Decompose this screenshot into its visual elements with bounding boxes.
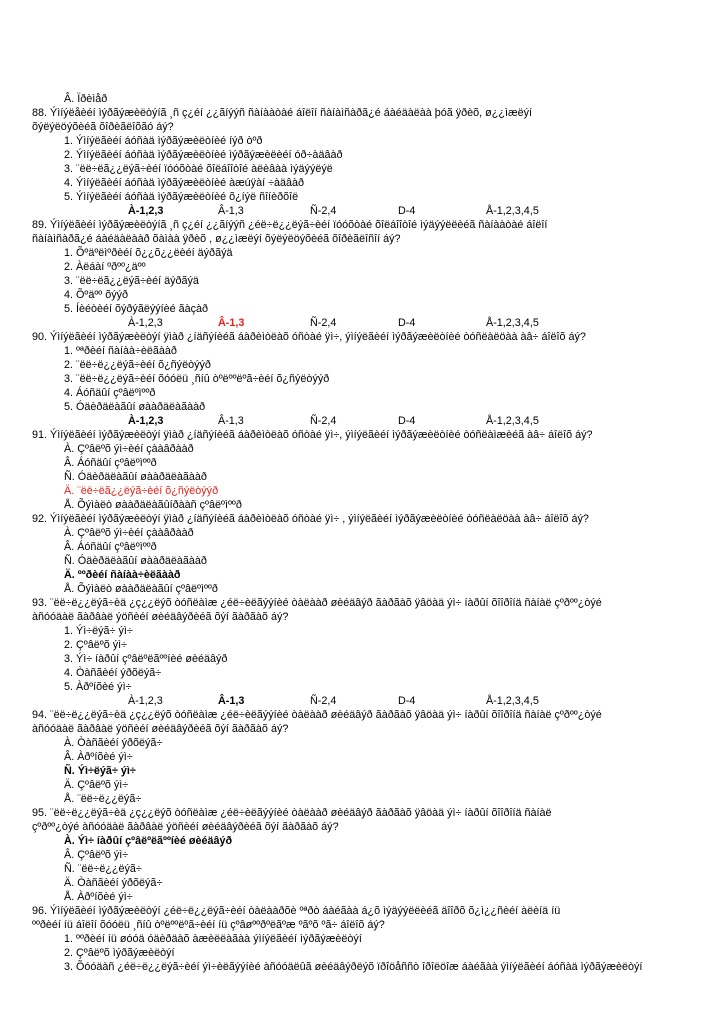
q96-option-3: 3. Õóóäàñ ¿éë÷ë¿¿ëýã÷èéí ýì÷èëãýýíèé àñóóäëûã øèéäâýðëýõ ïðîöåññò îðîëöîæ áàéãàà ýìíýëãèéí áóñàä ìýðãýæèëòýí [64, 961, 643, 973]
question-96-text-cont: ººðèéí íü áîëîí õóóëü ¸ñíû òºëººëºã÷èéí íü çºâøººðºëãºæ ºãºõ ºã÷ áîëîõ áý? [32, 919, 385, 931]
q93-answer-e: Å-1,2,3,4,5 [486, 695, 539, 707]
q90-answer-a: À-1,2,3 [128, 415, 164, 427]
question-94-text: 94. ¨ëë÷ë¿¿ëýã÷èä ¿ç¿¿ëýõ òóñëàìæ ¿éë÷èëãýýíèé òàëààð øèéäâýð ãàðãàõ ÿâöàä ýì÷ íàðûí õîîðîíä ñàíàë çºðºº¿òýé [32, 709, 602, 721]
q89-option-3: 3. ¨ëë÷ëã¿¿ëýã÷èéí äýðãýä [64, 275, 199, 287]
question-92-text: 92. Ýìíýëãèéí ìýðãýæèëòýí ÿìàð ¿íäñýíèéã áàðèìòëàõ óñòàé ÿì÷ , ýìíýëãèéí ìýðãýæèëòíèé òóñëàëöàà àâ÷ áîëîõ áý? [32, 513, 589, 525]
q89-answer-a: À-1,2,3 [128, 317, 163, 329]
q90-option-4: 4. Áóñäûí çºâëºìººð [64, 387, 156, 399]
q90-option-3: 3. ¨ëë÷ë¿¿ëýã÷èéí õóóëü ¸ñíû òºëººëºã÷èéí õ¿ñýëòýýð [64, 373, 330, 385]
q88-option-5: 5. Ýìíýëãèéí áóñàä ìýðãýæèëòíèé õ¿íýë ñîíèðõîë [64, 191, 299, 203]
q94-option-e: Å. ¨ëë÷ë¿¿ëýã÷ [64, 793, 142, 805]
q88-answer-d: D-4 [398, 205, 416, 217]
q95-option-c: Ñ. ¨ëë÷ë¿¿ëýã÷ [64, 863, 142, 875]
q95-option-b: Â. Çºâëºõ ýì÷ [64, 849, 129, 861]
q95-option-a-correct: À. Ýì÷ íàðûí çºâëºëãººíèé øèéäâýð [64, 835, 233, 847]
q93-answer-d: D-4 [398, 695, 416, 707]
question-95-text-cont: çºðºº¿òýé àñóóäàë ãàðâàë ýöñèéí øèéäâýðèéã õýí ãàðãàõ áý? [32, 821, 339, 833]
q94-option-b: Â. Àðºíõèé ýì÷ [64, 751, 133, 763]
q89-option-5: 5. Íèéòèéí õýðýãëýýíèé ãàçàð [64, 303, 209, 315]
q92-option-d-correct: Ä. ººðèéí ñàíàà÷èëãààð [64, 569, 181, 581]
question-89-text-cont: ñàíàìñàðã¿é áàéäàëààð õàìàà ÿðèõ , ø¿¿ìæëýí õýëýëöýõèéã õîðèãëîñîí áý? [32, 233, 401, 245]
q92-option-e: Å. Õýìàëò øààðäëàãûí çºâëºìººð [64, 583, 218, 595]
question-89-text: 89. Ýìíýëãèéí ìýðãýæèëòýíã ¸ñ ç¿éí ¿¿ãíýýñ ¿éë÷ë¿¿ëýã÷èéí ïóóõòàé õîëáîîòîé ìýäýýëëèéã ñàíààòàé áîëîí [32, 219, 548, 231]
q89-answer-b: Â-1,3 [218, 317, 245, 329]
question-96-text: 96. Ýìíýëãèéí ìýðãýæèëòýí ¿éë÷ë¿¿ëýã÷èéí òàëààðõè ºªðò áàéãàà á¿õ ìýäýýëëèéã äîîðõ õ¿ì¿¿ñèéí àëèíä íü [32, 905, 561, 917]
q90-answer-b: Â-1,3 [218, 415, 244, 427]
q90-option-2: 2. ¨ëë÷ë¿¿ëýã÷èéí õ¿ñýëòýýð [64, 359, 211, 371]
q88-option-3: 3. ¨ëë÷ëã¿¿ëýã÷èéí ïóóõòàé õîëáîîòîé àëèâàà ìýäýýëýë [64, 163, 333, 175]
q93-answer-a: À-1,2,3 [128, 695, 163, 707]
q90-option-1: 1. ºªðèéí ñàíàà÷èëãààð [64, 345, 177, 357]
question-90-text: 90. Ýìíýëãèéí ìýðãýæèëòýí ÿìàð ¿íäñýíèéã áàðèìòëàõ óñòàé ÿì÷, ýìíýëãèéí ìýðãýæèëòíèé òóñëàëöàà àâ÷ áîëîõ áý? [32, 331, 586, 343]
q91-option-d-correct: Ä. ¨ëë÷ëã¿¿ëýã÷èéí õ¿ñýëòýýð [64, 485, 219, 497]
q90-answer-c: Ñ-2,4 [310, 415, 337, 427]
q93-answer-c: Ñ-2,4 [310, 695, 337, 707]
q95-option-d: Ä. Òàñãèéí ýðõëýã÷ [64, 877, 163, 889]
q88-option-1: 1. Ýìíýëãèéí áóñàä ìýðãýæèëòíèé íýð òºð [64, 135, 263, 147]
question-94-text-cont: àñóóäàë ãàðâàë ýöñèéí øèéäâýðèéã õýí ãàðãàõ áý? [32, 723, 289, 735]
q89-option-2: 2. Àëáàí ºðºº¿äºº [64, 261, 146, 273]
q91-option-b: Â. Áóñäûí çºâëºìººð [64, 457, 157, 469]
q93-answer-b: Â-1,3 [218, 695, 245, 707]
question-88-text-cont: õýëýëöýõèéã õîðèãëîõãó áý? [32, 121, 174, 133]
q90-answer-e: Å-1,2,3,4,5 [486, 415, 539, 427]
q89-answer-d: D-4 [398, 317, 416, 329]
question-93-text: 93. ¨ëë÷ë¿¿ëýã÷èä ¿ç¿¿ëýõ òóñëàìæ ¿éë÷èëãýýíèé òàëààð øèéäâýð ãàðãàõ ÿâöàä ýì÷ íàðûí õîîðîíä ñàíàë çºðºº¿òýé [32, 597, 602, 609]
q88-answer-b: Â-1,3 [218, 205, 244, 217]
q92-option-b: Â. Áóñäûí çºâëºìººð [64, 541, 157, 553]
q89-option-1: 1. Õºäºëìºðèéí õ¿¿õ¿¿ëèéí äýðãýä [64, 247, 233, 259]
q89-answer-e: Å-1,2,3,4,5 [486, 317, 539, 329]
q93-option-4: 4. Òàñãèéí ýðõëýã÷ [64, 667, 162, 679]
q96-option-2: 2. Çºâëºõ ìýðãýæèëòýí [64, 947, 175, 959]
q94-option-a: À. Òàñãèéí ýðõëýã÷ [64, 737, 163, 749]
question-88-text: 88. Ýìíýëåèéí ìýðãýæèëòýíã ¸ñ ç¿éí ¿¿ãíýýñ ñàíààòàé áîëîí ñàíàìñàðã¿é áàéäàëàà þóã ÿðèõ, ø¿¿ìæëýí [32, 107, 532, 119]
q93-option-2: 2. Çºâëºõ ýì÷ [64, 639, 128, 651]
q96-option-1: 1. ººðèéí íü øóóä óäèðäàõ àæèëëàãàà ýìíýëãèéí ìýðãýæèëòýí [64, 933, 362, 945]
q88-option-4: 4. Ýìíýëãèéí áóñàä ìýðãýæèëòíèé àæúÿàí ÷àäâàð [64, 177, 305, 189]
q93-option-1: 1. Ýì÷ëýã÷ ýì÷ [64, 625, 133, 637]
q92-option-a: À. Çºâëºõ ýì÷èéí çààâðààð [64, 527, 194, 539]
q88-option-2: 2. Ýìíýëãèéí áóñàä ìýðãýæèëòíèé ìýðãýæèëèéí óð÷àäâàð [64, 149, 343, 161]
q90-answer-d: D-4 [398, 415, 416, 427]
q91-option-e: Å. Õýìàëò øààðäëàãûíðààñ çºâëºìººð [64, 499, 242, 511]
q88-answer-a: À-1,2,3 [128, 205, 164, 217]
q93-option-5: 5. Àðºíõèé ýì÷ [64, 681, 132, 693]
q92-option-c: Ñ. Óäèðäëàãûí øààðäëàãààð [64, 555, 207, 567]
q95-option-e: Å. Àðºíõèé ýì÷ [64, 891, 133, 903]
q89-answer-c: Ñ-2,4 [310, 317, 337, 329]
q91-option-c: Ñ. Óäèðäëàãûí øààðäëàãààð [64, 471, 207, 483]
question-93-text-cont: àñóóäàë ãàðâàë ýöñèéí øèéäâýðèéã õýí ãàðãàõ áý? [32, 611, 289, 623]
question-91-text: 91. Ýìíýëãèéí ìýðãýæèëòýí ÿìàð ¿íäñýíèéã áàðèìòëàõ óñòàé ÿì÷, ýìíýëãèéí ìýðãýæèëòíèé òóñëàìæèéã àâ÷ áîëîõ áý? [32, 429, 593, 441]
question-95-text: 95. ¨ëë÷ë¿¿ëýã÷èä ¿ç¿¿ëýõ òóñëàìæ ¿éë÷èëãýýíèé òàëààð øèéäâýð ãàðãàõ ÿâöàä ýì÷ íàðûí õîîðîíä ñàíàë [32, 807, 552, 819]
example-header: Â. Ïðèìåð [64, 93, 108, 105]
q90-option-5: 5. Óäèðäëàãûí øààðäëàãààð [64, 401, 206, 413]
q93-option-3: 3. Ýì÷ íàðûí çºâëºëãººíèé øèéäâýð [64, 653, 228, 665]
q91-option-a: À. Çºâëºõ ýì÷èéí çààâðààð [64, 443, 194, 455]
q94-option-d: Ä. Çºâëºõ ýì÷ [64, 779, 129, 791]
q88-answer-e: Å-1,2,3,4,5 [486, 205, 539, 217]
q88-answer-c: Ñ-2,4 [310, 205, 337, 217]
q89-option-4: 4. Õºäºº õýýð [64, 289, 129, 301]
q94-option-c-correct: Ñ. Ýì÷ëýã÷ ýì÷ [64, 765, 136, 777]
